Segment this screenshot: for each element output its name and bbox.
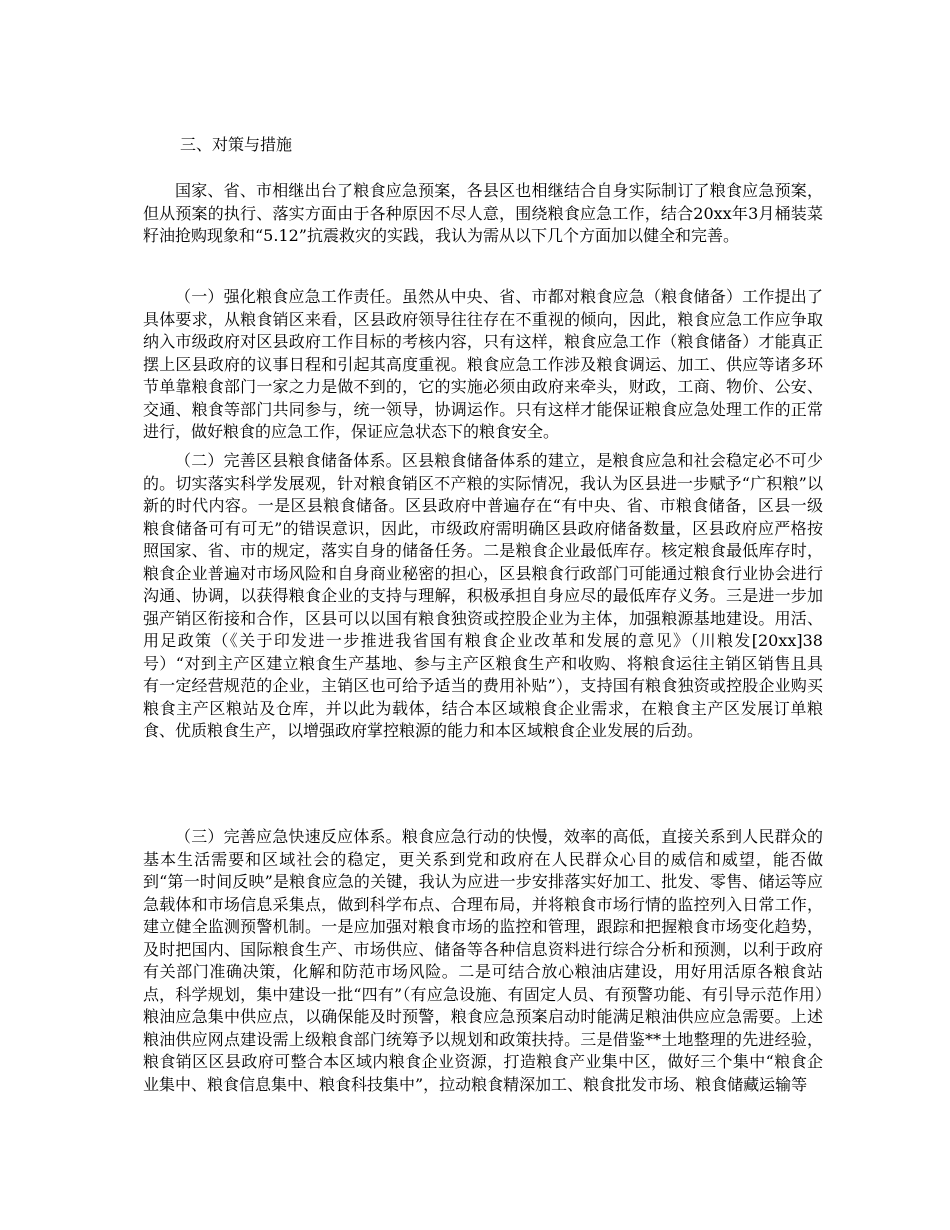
section-heading: 三、对策与措施: [180, 135, 293, 154]
paragraph-intro: 国家、省、市相继出台了粮食应急预案，各县区也相继结合自身实际制订了粮食应急预案，但从预案的执行、落实方面由于各种原因不尽人意，围绕粮食应急工作，结合20xx年3月桶装菜籽油抢购现象和“5.12”抗震救灾的实践，我认为需从以下几个方面加以健全和完善。: [143, 181, 823, 245]
paragraph-reserve-system: （二）完善区县粮食储备体系。区县粮食储备体系的建立，是粮食应急和社会稳定必不可少的。切实落实科学发展观，针对粮食销区不产粮的实际情况，我认为区县进一步赋予“广积粮”以新的时代内容。一是区县粮食储备。区县政府中普遍存在“有中央、省、市粮食储备，区县一级粮食储备可有可无”的错误意识，因此，市级政府需明确区县政府储备数量，区县政府应严格按照国家、省、市的规定，落实自身的储备任务。二是粮食企业最低库存。核定粮食最低库存时，粮食企业普遍对市场风险和自身商业秘密的担心，区县粮食行政部门可能通过粮食行业协会进行沟通、协调，以获得粮食企业的支持与理解，积极承担自身应尽的最低库存义务。三是进一步加强产销区衔接和合作，区县可以以国有粮食独资或控股企业为主体，加强粮源基地建设。用活、用足政策（《关于印发进一步推进我省国有粮食企业改革和发展的意见》（川粮发[20xx]38号）“对到主产区建立粮食生产基地、参与主产区粮食生产和收购、将粮食运往主销区销售且具有一定经营规范的企业，主销区也可给予适当的费用补贴”），支持国有粮食独资或控股企业购买粮食主产区粮站及仓库，并以此为载体，结合本区域粮食企业需求，在粮食主产区发展订单粮食、优质粮食生产，以增强政府掌控粮源的能力和本区域粮食企业发展的后劲。: [143, 451, 823, 740]
paragraph-responsibility: （一）强化粮食应急工作责任。虽然从中央、省、市都对粮食应急（粮食储备）工作提出了具体要求，从粮食销区来看，区县政府领导往往存在不重视的倾向，因此，粮食应急工作应争取纳入市级政府对区县政府工作目标的考核内容，只有这样，粮食应急工作（粮食储备）才能真正摆上区县政府的议事日程和引起其高度重视。粮食应急工作涉及粮食调运、加工、供应等诸多环节单靠粮食部门一家之力是做不到的，它的实施必须由政府来牵头，财政，工商、物价、公安、交通、粮食等部门共同参与，统一领导，协调运作。只有这样才能保证粮食应急处理工作的正常进行，做好粮食的应急工作，保证应急状态下的粮食安全。: [143, 287, 823, 441]
paragraph-response-system: （三）完善应急快速反应体系。粮食应急行动的快慢，效率的高低，直接关系到人民群众的基本生活需要和区域社会的稳定，更关系到党和政府在人民群众心目的威信和威望，能否做到“第一时间反映”是粮食应急的关键，我认为应进一步安排落实好加工、批发、零售、储运等应急载体和市场信息采集点，做到科学布点、合理布局，并将粮食市场行情的监控列入日常工作，建立健全监测预警机制。一是应加强对粮食市场的监控和管理，跟踪和把握粮食市场变化趋势，及时把国内、国际粮食生产、市场供应、储备等各种信息资料进行综合分析和预测，以利于政府有关部门准确决策，化解和防范市场风险。二是可结合放心粮油店建设，用好用活原各粮食站点，科学规划，集中建设一批“四有”（有应急设施、有固定人员、有预警功能、有引导示范作用）粮油应急集中供应点，以确保能及时预警，粮食应急预案启动时能满足粮油供应应急需要。上述粮油供应网点建设需上级粮食部门统筹予以规划和政策扶持。三是借鉴**土地整理的先进经验，粮食销区区县政府可整合本区域内粮食企业资源，打造粮食产业集中区，做好三个集中“粮食企业集中、粮食信息集中、粮食科技集中”，拉动粮食精深加工、粮食批发市场、粮食储藏运输等: [143, 827, 823, 1094]
